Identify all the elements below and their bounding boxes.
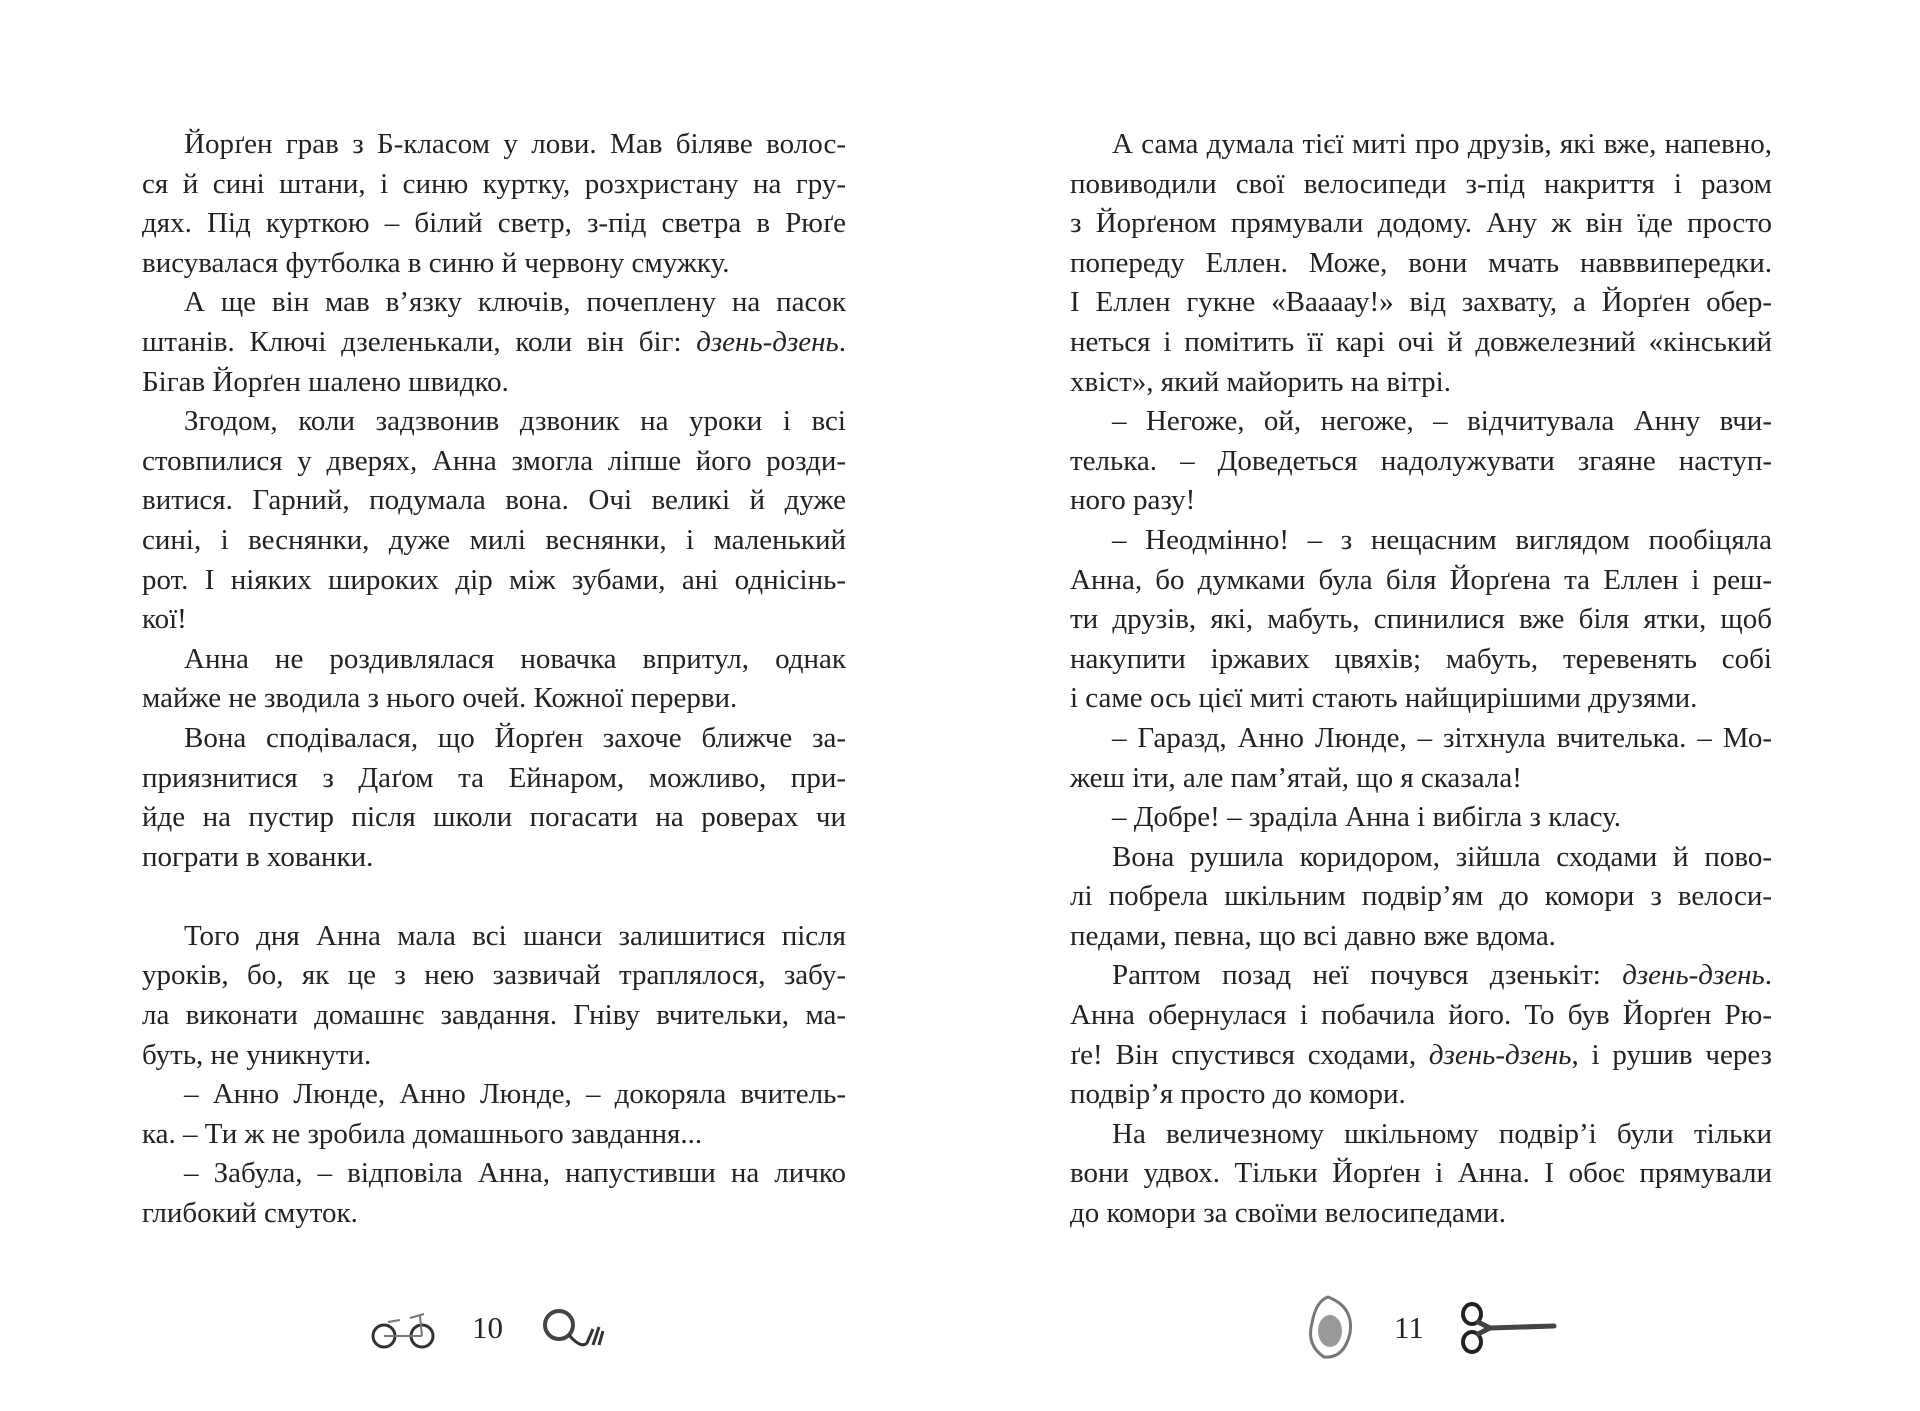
text-line: Анна, бо думками була біля Йорґена та Еллен і реш- [1070, 563, 1772, 596]
text-line: накупити іржавих цвяхів; мабуть, теревенять собі [1070, 642, 1772, 675]
text-line: Анна обернулася і побачила його. То був Йорґен Рю- [1070, 999, 1772, 1032]
text-line: повиводили свої велосипеди з-під накриття і разом [1070, 167, 1772, 200]
left-folio [370, 1305, 617, 1351]
text-line: приязнитися з Даґом та Ейнаром, можливо, при- [142, 761, 846, 794]
text-line: І Еллен гукне «Ваааау!» від захвату, а Йорґен обер- [1070, 286, 1772, 319]
text-line: подвір’я просто до комори. [1070, 1078, 1406, 1111]
text-line: до комори за своїми велосипедами. [1070, 1197, 1507, 1230]
scissors-icon [1458, 1300, 1558, 1356]
right-page-text [1070, 125, 1772, 1234]
text-line: сині, і веснянки, дуже милі веснянки, і маленький [142, 523, 846, 556]
text-line: – Негоже, ой, негоже, – відчитувала Анну вчи- [1112, 405, 1772, 438]
text-line: глибокий смуток. [142, 1197, 358, 1230]
text-line: Згодом, коли задзвонив дзвоник на уроки і всі [184, 405, 846, 438]
page-number-left: 10 [472, 1310, 503, 1345]
text-line: Того дня Анна мала всі шанси залишитися після [184, 919, 846, 952]
text-line: і саме ось цієї миті стають найщирішими друзями. [1070, 682, 1698, 715]
text-line [142, 877, 846, 917]
text-line: висувалася футболка в синю й червону смужку. [142, 246, 730, 279]
text-line: Бігав Йорґен шалено швидко. [142, 365, 509, 398]
page-number-right: 11 [1394, 1310, 1424, 1345]
text-line: Анна не роздивлялася новачка впритул, однак [184, 642, 846, 675]
text-line: майже не зводила з нього очей. Кожної перерви. [142, 682, 738, 715]
text-line: – Анно Люнде, Анно Люнде, – докоряла вчитель- [184, 1078, 846, 1111]
bicycle-icon [370, 1306, 438, 1350]
text-line: рот. І ніяких широких дір між зубами, ані однісінь- [142, 563, 846, 596]
text-line: ся й сині штани, і синю куртку, розхристану на гру- [142, 167, 846, 200]
text-line: уроків, бо, як це з нею зазвичай траплялося, забу- [142, 959, 846, 992]
text-line: – Добре! – зраділа Анна і вибігла з класу. [1112, 801, 1621, 834]
text-line: вони удвох. Тільки Йорґен і Анна. І обоє прямували [1070, 1157, 1772, 1190]
text-line: попереду Еллен. Може, вони мчать навввипередки. [1070, 246, 1772, 279]
text-line: буть, не уникнути. [142, 1038, 372, 1071]
right-folio [1300, 1305, 1558, 1351]
text-line: А ще він мав в’язку ключів, почеплену на пасок [184, 286, 846, 319]
text-line: стовпилися у дверях, Анна змогла ліпше його розди- [142, 444, 846, 477]
text-line: неться і помітить її карі очі й довжелезний «кінський [1070, 325, 1772, 358]
text-line: ка. – Ти ж не зробила домашнього завдання... [142, 1117, 703, 1150]
text-line: А сама думала тієї миті про друзів, які вже, напевно, [1112, 128, 1772, 160]
text-line: Вона сподівалася, що Йорґен захоче ближче за- [184, 721, 846, 754]
thumbprint-icon [1300, 1293, 1360, 1363]
magnifier-icon [537, 1305, 617, 1351]
text-line: – Гаразд, Анно Люнде, – зітхнула вчителька. – Мо- [1112, 721, 1772, 754]
text-line: – Неодмінно! – з нещасним виглядом пообіцяла [1112, 523, 1772, 556]
text-line: з Йорґеном прямували додому. Ану ж він їде просто [1070, 207, 1772, 240]
text-line: Йорґен грав з Б-класом у лови. Мав біляве волос- [184, 128, 846, 160]
text-line: штанів. Ключі дзеленькали, коли він біг: дзень-дзень. [142, 325, 846, 358]
text-line: кої! [142, 603, 187, 636]
text-line: ти друзів, які, мабуть, спинилися вже біля ятки, щоб [1070, 603, 1772, 636]
text-line: пограти в хованки. [142, 840, 374, 873]
text-line: Раптом позад неї почувся дзенькіт: дзень-дзень. [1112, 959, 1772, 992]
text-line: На величезному шкільному подвір’і були тільки [1112, 1117, 1772, 1150]
text-line: Вона рушила коридором, зійшла сходами й пово- [1112, 840, 1772, 873]
text-line: ла виконати домашнє завдання. Гніву вчительки, ма- [142, 999, 846, 1032]
text-line: жеш іти, але пам’ятай, що я сказала! [1070, 761, 1522, 794]
text-line: дях. Під курткою – білий светр, з-під светра в Рюґе [142, 207, 846, 240]
text-line: – Забула, – відповіла Анна, напустивши на личко [184, 1157, 846, 1190]
text-line: педами, певна, що всі давно вже вдома. [1070, 919, 1556, 952]
text-line: йде на пустир після школи погасати на роверах чи [142, 801, 846, 834]
text-line: телька. – Доведеться надолужувати згаяне наступ- [1070, 444, 1772, 477]
text-line: витися. Гарний, подумала вона. Очі великі й дуже [142, 484, 846, 517]
text-line: ного разу! [1070, 484, 1196, 517]
text-line: хвіст», який майорить на вітрі. [1070, 365, 1451, 398]
text-line: ґе! Він спустився сходами, дзень-дзень, і рушив через [1070, 1038, 1772, 1071]
text-line: лі побрела шкільним подвір’ям до комори з велоси- [1070, 880, 1772, 913]
left-page-text [142, 125, 846, 1234]
